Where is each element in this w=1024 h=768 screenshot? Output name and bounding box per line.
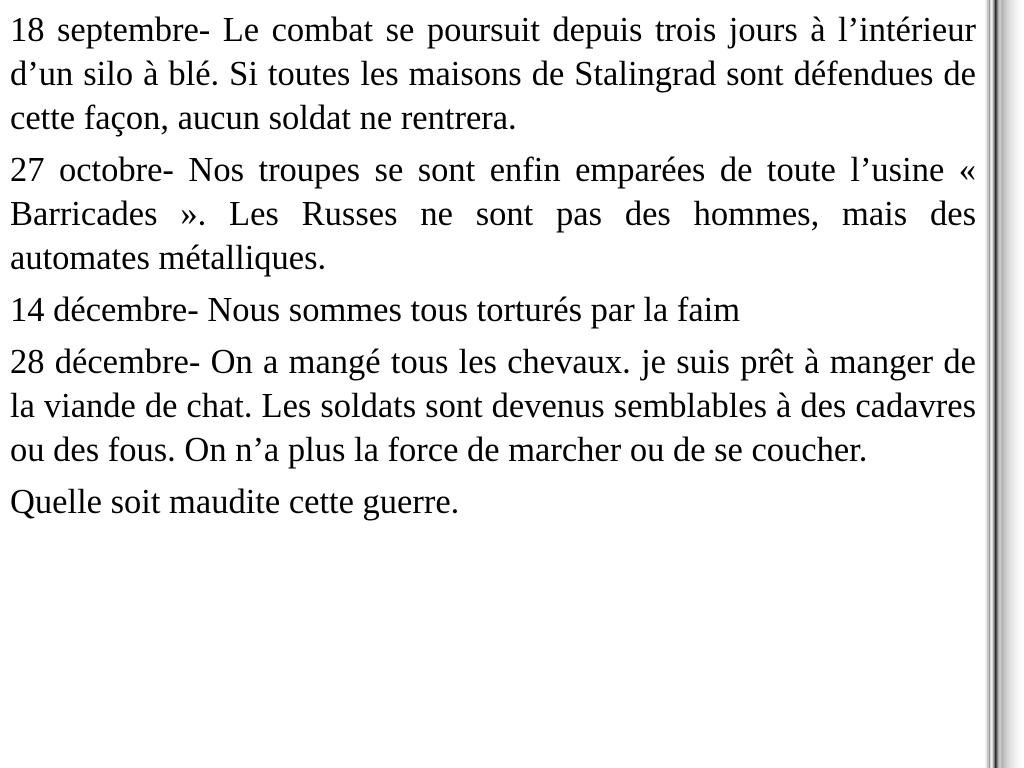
border-line-light: [989, 0, 990, 768]
entry-14-decembre: 14 décembre- Nous sommes tous torturés par la faim: [10, 291, 741, 329]
diary-text: [10, 8, 976, 532]
border-line-dark: [995, 0, 996, 768]
entry-18-septembre: 18 septembre- Le combat se poursuit depuis trois jours à l’intérieur d’un silo à blé. Si toutes les maisons de Stalingrad sont défendues de cette façon, aucun soldat ne rentrera.: [10, 11, 976, 137]
closing-line: Quelle soit maudite cette guerre.: [10, 483, 460, 521]
entry-28-decembre: 28 décembre- On a mangé tous les chevaux. je suis prêt à manger de la viande de chat. Les soldats sont devenus semblables à des cadavres ou des fous. On n’a plus la force de marcher ou de se coucher.: [10, 343, 976, 469]
entry-27-octobre: 27 octobre- Nos troupes se sont enfin emparées de toute l’usine « Barricades ». Les Russes ne sont pas des hommes, mais des automates métalliques.: [10, 151, 976, 277]
decorative-border-strip: [984, 0, 1024, 768]
